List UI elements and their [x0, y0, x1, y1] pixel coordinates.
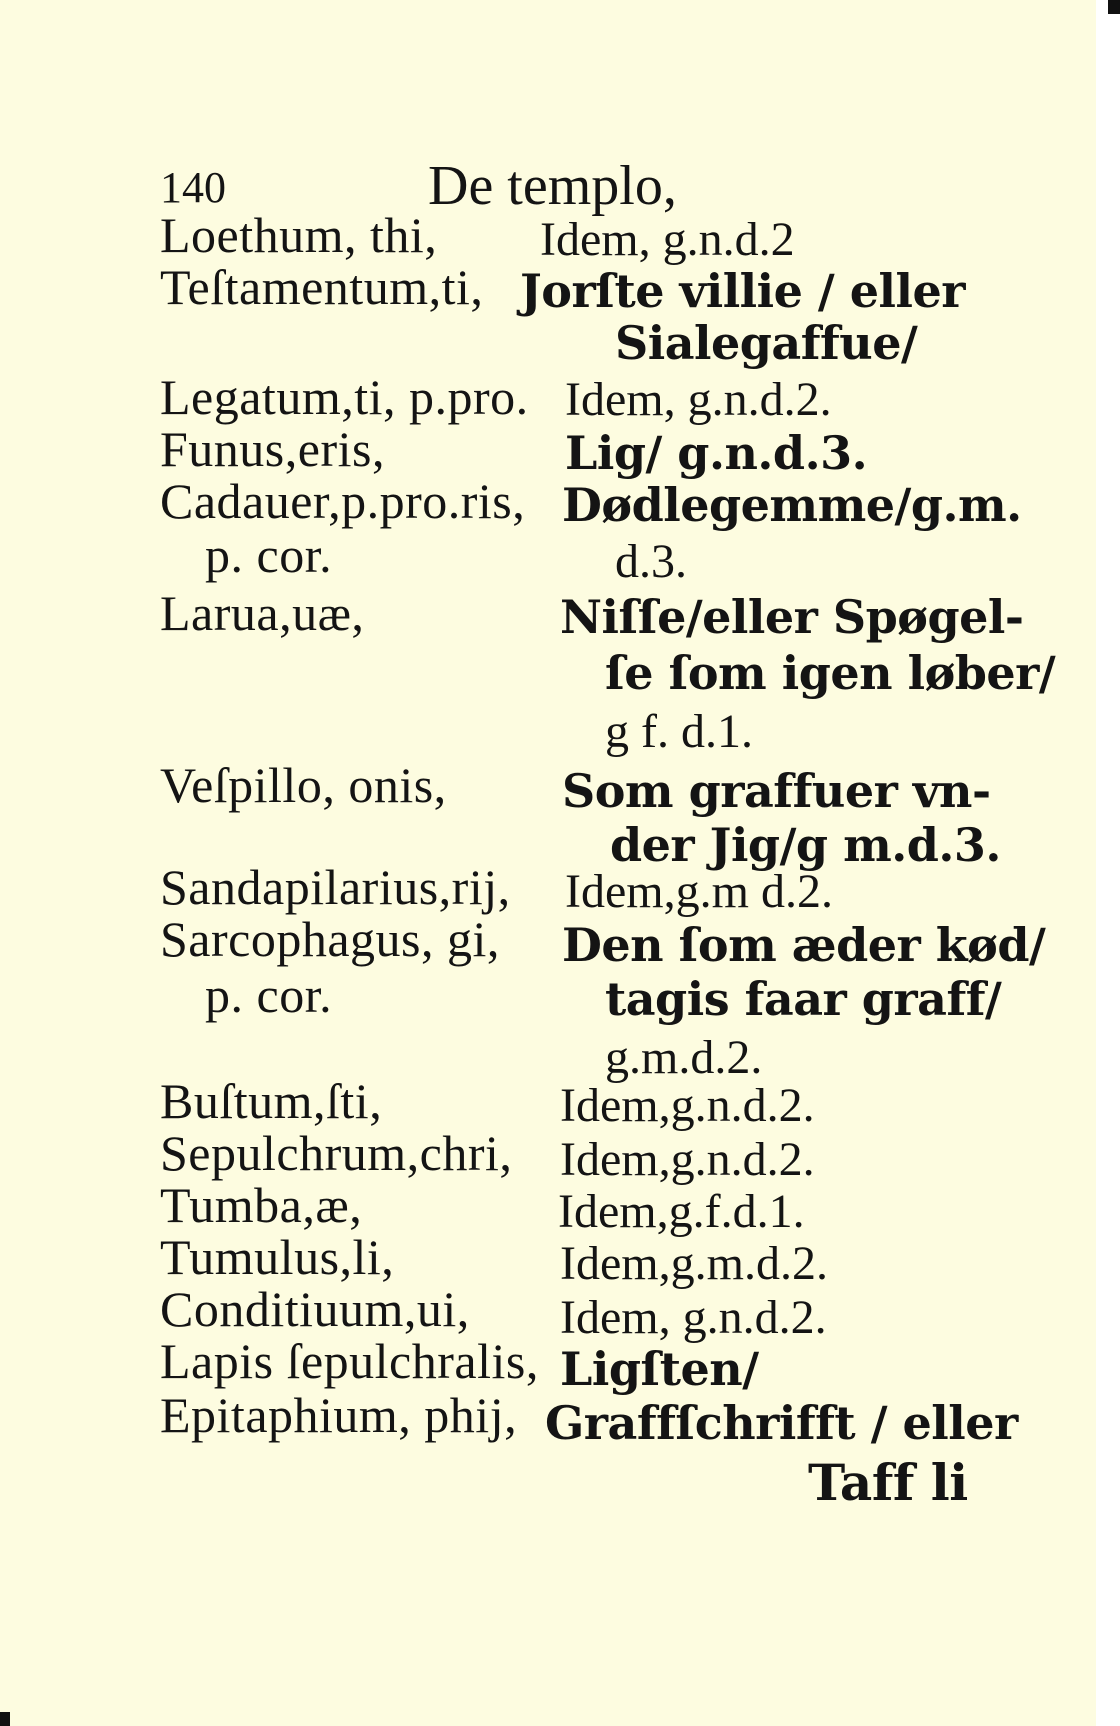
entry-latin: Teſtamentum,ti,	[160, 259, 484, 315]
scan-margin	[1096, 0, 1120, 1726]
entry-gloss: Idem, g.n.d.2	[540, 213, 795, 266]
running-title: De templo,	[428, 155, 677, 217]
entry-gloss: Dødlegemme/g.m.	[562, 478, 1022, 532]
entry-gloss-continued: g f. d.1.	[605, 705, 753, 758]
entry-gloss-continued: ſe ſom igen løber/	[605, 646, 1056, 700]
entry-latin: Buſtum,ſti,	[160, 1073, 383, 1129]
scan-edge-mark	[1108, 0, 1120, 14]
entry-gloss: Idem,g.f.d.1.	[558, 1185, 805, 1238]
scan-edge-mark	[0, 1712, 10, 1726]
entry-latin: Sandapilarius,rij,	[160, 859, 511, 915]
entry-gloss: Niſſe/eller Spøgel-	[560, 590, 1024, 644]
entry-gloss-continued: d.3.	[615, 535, 687, 588]
catchword: Taff li	[808, 1453, 968, 1512]
entry-latin: Legatum,ti, p.pro.	[160, 369, 529, 425]
entry-latin: Funus,eris,	[160, 421, 385, 477]
entry-latin-continued: p. cor.	[205, 527, 333, 583]
entry-latin: Veſpillo, onis,	[160, 757, 447, 813]
entry-gloss: Ligſten/	[560, 1342, 759, 1396]
entry-latin: Conditiuum,ui,	[160, 1281, 470, 1337]
entry-gloss: Idem,g.n.d.2.	[560, 1079, 815, 1132]
entry-latin: Sarcophagus, gi,	[160, 911, 500, 967]
entry-gloss: Idem, g.n.d.2.	[565, 373, 832, 426]
entry-gloss: Graffſchrifft / eller	[545, 1396, 1018, 1450]
entry-gloss: Jorſte villie / eller	[520, 264, 965, 318]
entry-latin-continued: p. cor.	[205, 967, 333, 1023]
entry-latin: Tumba,æ,	[160, 1177, 363, 1233]
entry-gloss: Idem,g.m.d.2.	[560, 1237, 828, 1290]
entry-gloss: Idem,g.m d.2.	[565, 865, 833, 918]
entry-gloss-continued: tagis faar graff/	[605, 972, 1002, 1026]
entry-gloss: Idem, g.n.d.2.	[560, 1291, 827, 1344]
entry-gloss: Idem,g.n.d.2.	[560, 1133, 815, 1186]
entry-latin: Loethum, thi,	[160, 207, 438, 263]
entry-gloss-continued: der Jig/g m.d.3.	[610, 818, 1001, 872]
entry-latin: Larua,uæ,	[160, 585, 365, 641]
entry-gloss: Som graffuer vn-	[562, 764, 991, 818]
entry-latin: Lapis ſepulchralis,	[160, 1333, 539, 1389]
entry-gloss-continued: Sialegaffue/	[615, 316, 918, 370]
entry-latin: Cadauer,p.pro.ris,	[160, 473, 526, 529]
entry-gloss: Den ſom æder kød/	[562, 918, 1046, 972]
entry-latin: Tumulus,li,	[160, 1229, 395, 1285]
page-number: 140	[160, 163, 226, 212]
entry-latin: Epitaphium, phij,	[160, 1387, 518, 1443]
entry-gloss-continued: g.m.d.2.	[605, 1031, 763, 1084]
entry-gloss: Lig/ g.n.d.3.	[565, 426, 868, 480]
entry-latin: Sepulchrum,chri,	[160, 1125, 513, 1181]
